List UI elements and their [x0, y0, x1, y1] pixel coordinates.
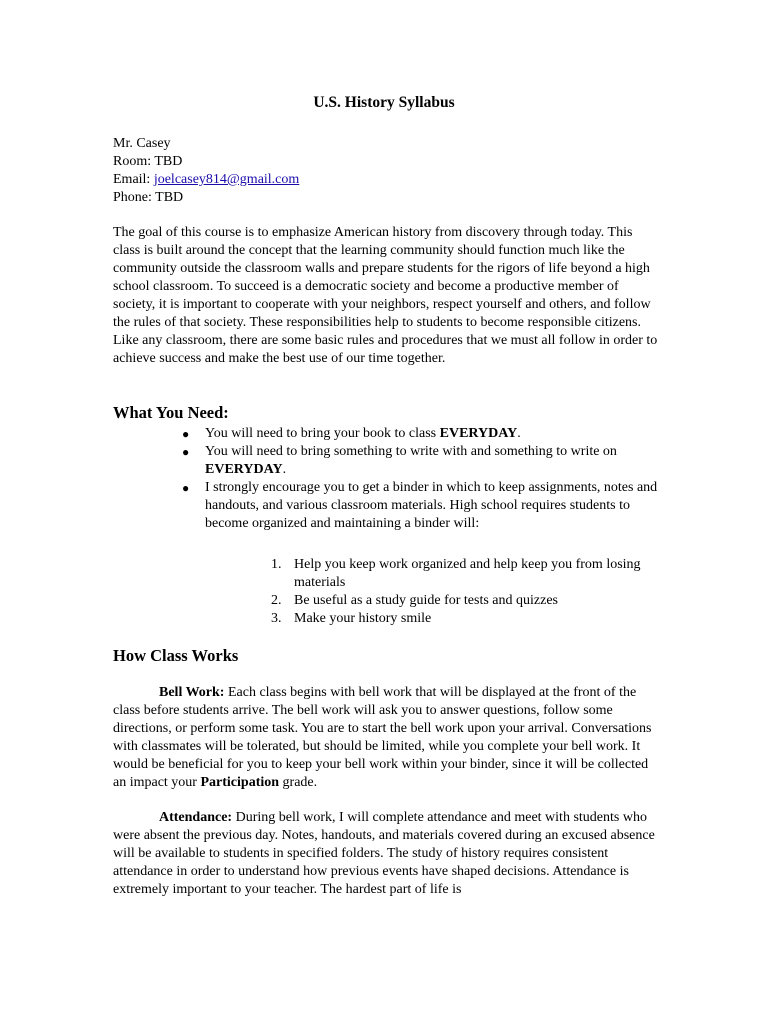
bell-work-text-end: grade.: [279, 775, 318, 790]
bell-work-paragraph: [113, 684, 658, 792]
list-number: 1.: [271, 557, 282, 572]
bullet-text-end: .: [282, 462, 287, 477]
bullet-bold: EVERYDAY: [205, 462, 283, 477]
bullet-text: You will need to bring your book to class: [205, 426, 440, 441]
bullet-icon: ●: [182, 481, 190, 495]
list-item-text: Be useful as a study guide for tests and quizzes: [294, 593, 558, 608]
list-item: [113, 425, 658, 443]
participation-bold: Participation: [200, 775, 280, 790]
how-class-works-heading: How Class Works: [113, 646, 239, 665]
bullet-text-end: .: [517, 426, 521, 441]
list-item: [113, 610, 658, 628]
attendance-text: During bell work, I will complete attendance and meet with students who were absent the previous day. Notes, handouts, and materials covered during an excused absence will be available to students in specified folders. The study of history requires consistent attendance in order to understand how previous events have shaped decisions. Attendance is extremely important to your teacher. The hardest part of life is: [113, 810, 655, 897]
bullet-text: You will need to bring something to write with and something to write on: [205, 444, 617, 459]
list-item: [113, 556, 658, 592]
email-link[interactable]: joelcasey814@gmail.com: [153, 172, 300, 187]
page-title: U.S. History Syllabus: [313, 94, 455, 111]
bullet-bold: EVERYDAY: [439, 426, 518, 441]
list-number: 2.: [271, 593, 282, 608]
list-item: [113, 592, 658, 610]
list-item: [113, 479, 658, 533]
contact-info: [113, 135, 299, 207]
bullet-icon: ●: [182, 427, 190, 441]
intro-paragraph: The goal of this course is to emphasize American history from discovery through today. This class is built around the concept that the learning community should function much like the community outside the classroom walls and prepare students for the rigors of life beyond a high school classroom. To succeed is a democratic society and become a productive member of society, it is important to cooperate with your neighbors, respect yourself and others, and follow the rules of that society. These responsibilities help to students to become responsible citizens. Like any classroom, there are some basic rules and procedures that we must all follow in order to achieve success and make the best use of our time together.: [113, 225, 658, 366]
email-label: Email:: [113, 172, 154, 187]
list-item-text: Help you keep work organized and help keep you from losing materials: [294, 557, 641, 590]
binder-benefits-list: [113, 556, 658, 628]
list-item-text: Make your history smile: [294, 611, 432, 626]
bell-work-text: Each class begins with bell work that will be displayed at the front of the class before students arrive. The bell work will ask you to answer questions, follow some directions, or perform some task. You are to start the bell work upon your arrival. Conversations with classmates will be tolerated, but should be limited, while you complete your bell work. It would be beneficial for you to keep your bell work within your binder, since it will be collected an impact your: [113, 685, 652, 790]
attendance-paragraph: [113, 809, 658, 899]
phone-line: Phone: TBD: [113, 190, 184, 205]
email-line: [113, 171, 299, 189]
teacher-name: Mr. Casey: [113, 136, 171, 151]
what-you-need-list: [113, 425, 658, 533]
attendance-label: Attendance:: [159, 810, 233, 825]
what-you-need-heading: What You Need:: [113, 403, 229, 422]
room-line: Room: TBD: [113, 154, 183, 169]
bullet-text: I strongly encourage you to get a binder in which to keep assignments, notes and handouts, and various classroom materials. High school requires students to become organized and maintaining a binder will:: [205, 480, 658, 531]
bell-work-label: Bell Work:: [159, 685, 225, 700]
bullet-icon: ●: [182, 445, 190, 459]
list-item: [113, 443, 658, 479]
list-number: 3.: [271, 611, 282, 626]
